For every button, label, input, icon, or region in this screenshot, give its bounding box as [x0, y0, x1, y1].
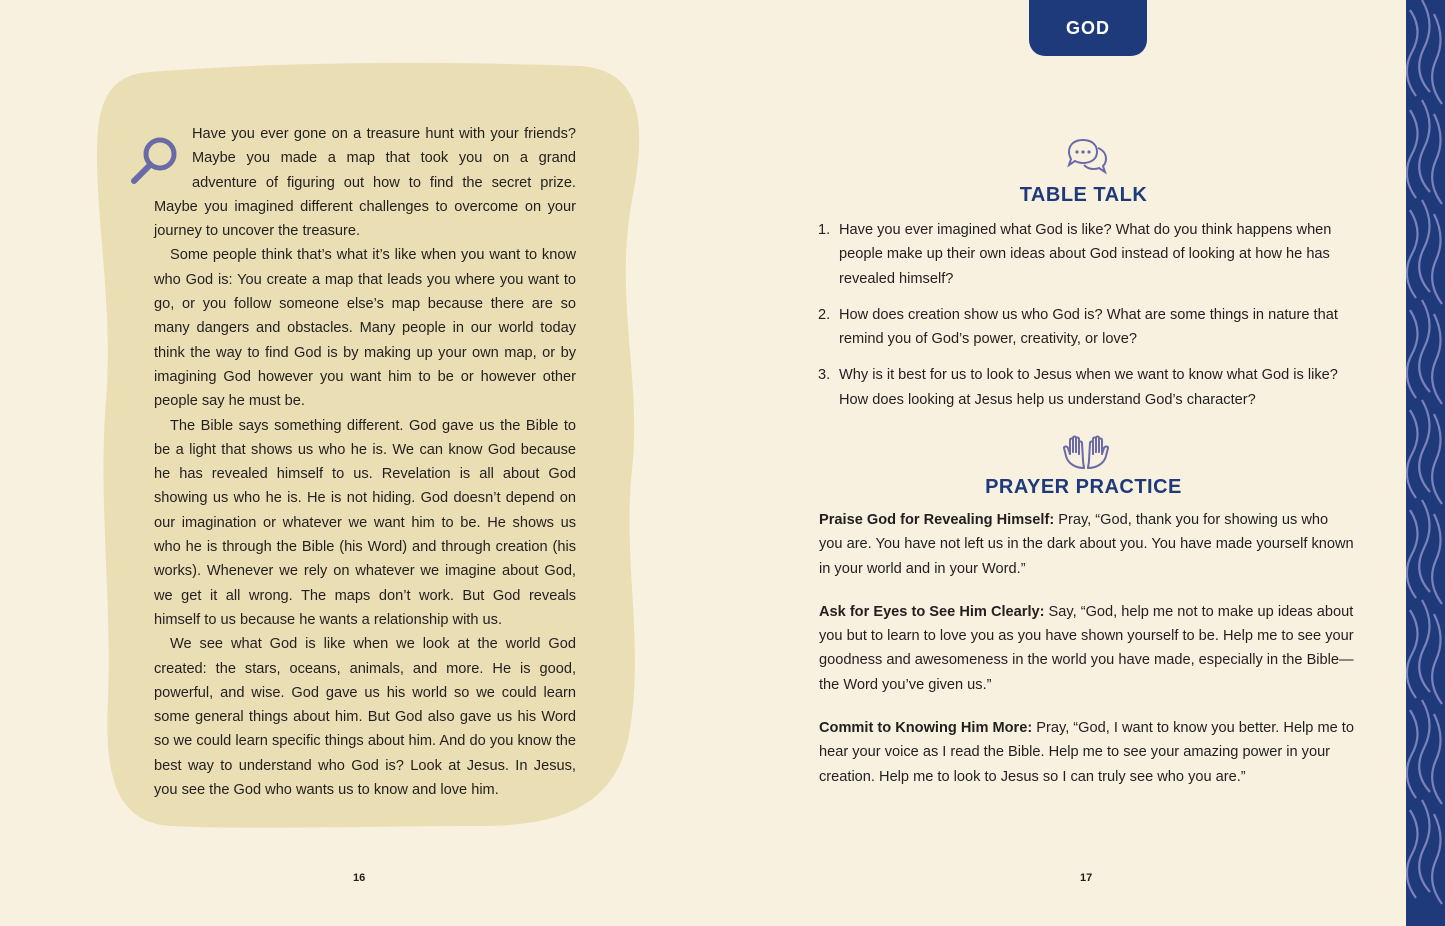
essay-text: [154, 122, 576, 802]
prayer-item-label: Praise God for Revealing Himself:: [819, 512, 1055, 528]
decorative-stripe-border: [1406, 0, 1445, 926]
essay-paragraph: Some people think that’s what it’s like when you want to know who God is: You create a map that leads you where you want to go, or you follow someone else’s map because there are so many dangers and obstacles. Many people in our world today think the way to find God is by making up your own map, or by imagining God however you want him to be or however other people say he must be.: [154, 247, 576, 410]
chapter-tab: GOD: [1029, 0, 1147, 56]
prayer-practice-text: [819, 508, 1354, 808]
prayer-item: Praise God for Revealing Himself: Pray, “God, thank you for showing us who you are. You have not left us in the dark about you. You have made yourself known in your world and in your Word.”: [819, 512, 1354, 577]
table-talk-heading: TABLE TALK: [1019, 184, 1148, 206]
essay-paragraph: Have you ever gone on a treasure hunt with your friends? Maybe you made a map that took you on a grand adventure of figuring out how to find the secret prize. Maybe you imagined different challenges to overcome on your journey to uncover the treasure.: [154, 122, 576, 243]
speech-bubbles-icon: [1065, 136, 1109, 176]
list-item: 3. Why is it best for us to look to Jesus when we want to know what God is like? How does looking at Jesus help us understand God’s character?: [818, 367, 1338, 408]
prayer-item-label: Commit to Knowing Him More:: [819, 720, 1033, 737]
prayer-item: Ask for Eyes to See Him Clearly: Say, “God, help me not to make up ideas about you but to learn to love you as you have shown yourself to be. Help me to see your goodness and awesomeness in the world you have made, especially in the Bible—the Word you’ve given us.”: [819, 603, 1354, 693]
prayer-item: Commit to Knowing Him More: Pray, “God, I want to know you better. Help me to hear your voice as I read the Bible. Help me to see your amazing power in your creation. Help me to look to Jesus so I can truly see who you are.”: [819, 720, 1354, 785]
prayer-practice-heading: PRAYER PRACTICE: [985, 476, 1182, 498]
right-page: [722, 0, 1445, 926]
list-item: 1. Have you ever imagined what God is like? What do you think happens when people make up their own ideas about God instead of looking at how he has revealed himself?: [818, 222, 1332, 287]
list-item: 2. How does creation show us who God is? What are some things in nature that remind you of God’s power, creativity, or love?: [818, 306, 1338, 348]
prayer-item-label: Ask for Eyes to See Him Clearly:: [819, 603, 1045, 620]
page-number-right: 17: [1080, 872, 1093, 884]
page-number-left: 16: [353, 872, 366, 884]
essay-paragraph: The Bible says something different. God gave us the Bible to be a light that shows us who he is. We can know God because he has revealed himself to us. Revelation is all about God showing us who he is. He is not hiding. God doesn’t depend on our imagination or whatever we want him to be. He shows us who he is through the Bible (his Word) and through creation (his works). Whenever we rely on whatever we imagine about God, we get it all wrong. The maps don’t work. But God reveals himself to us because he wants a relationship with us.: [154, 417, 576, 628]
praying-hands-icon: [1062, 434, 1110, 472]
icon-spacer: [154, 122, 192, 194]
essay-paragraph: We see what God is like when we look at the world God created: the stars, oceans, animals, and more. He is good, powerful, and wise. God gave us his world so we could learn some general things about him. But God also gave us his Word so we could learn specific things about him. And do you know the best way to understand who God is? Look at Jesus. In Jesus, you see the God who wants us to know and love him.: [154, 636, 576, 799]
left-page: [0, 0, 722, 926]
table-talk-list: [818, 218, 1354, 424]
